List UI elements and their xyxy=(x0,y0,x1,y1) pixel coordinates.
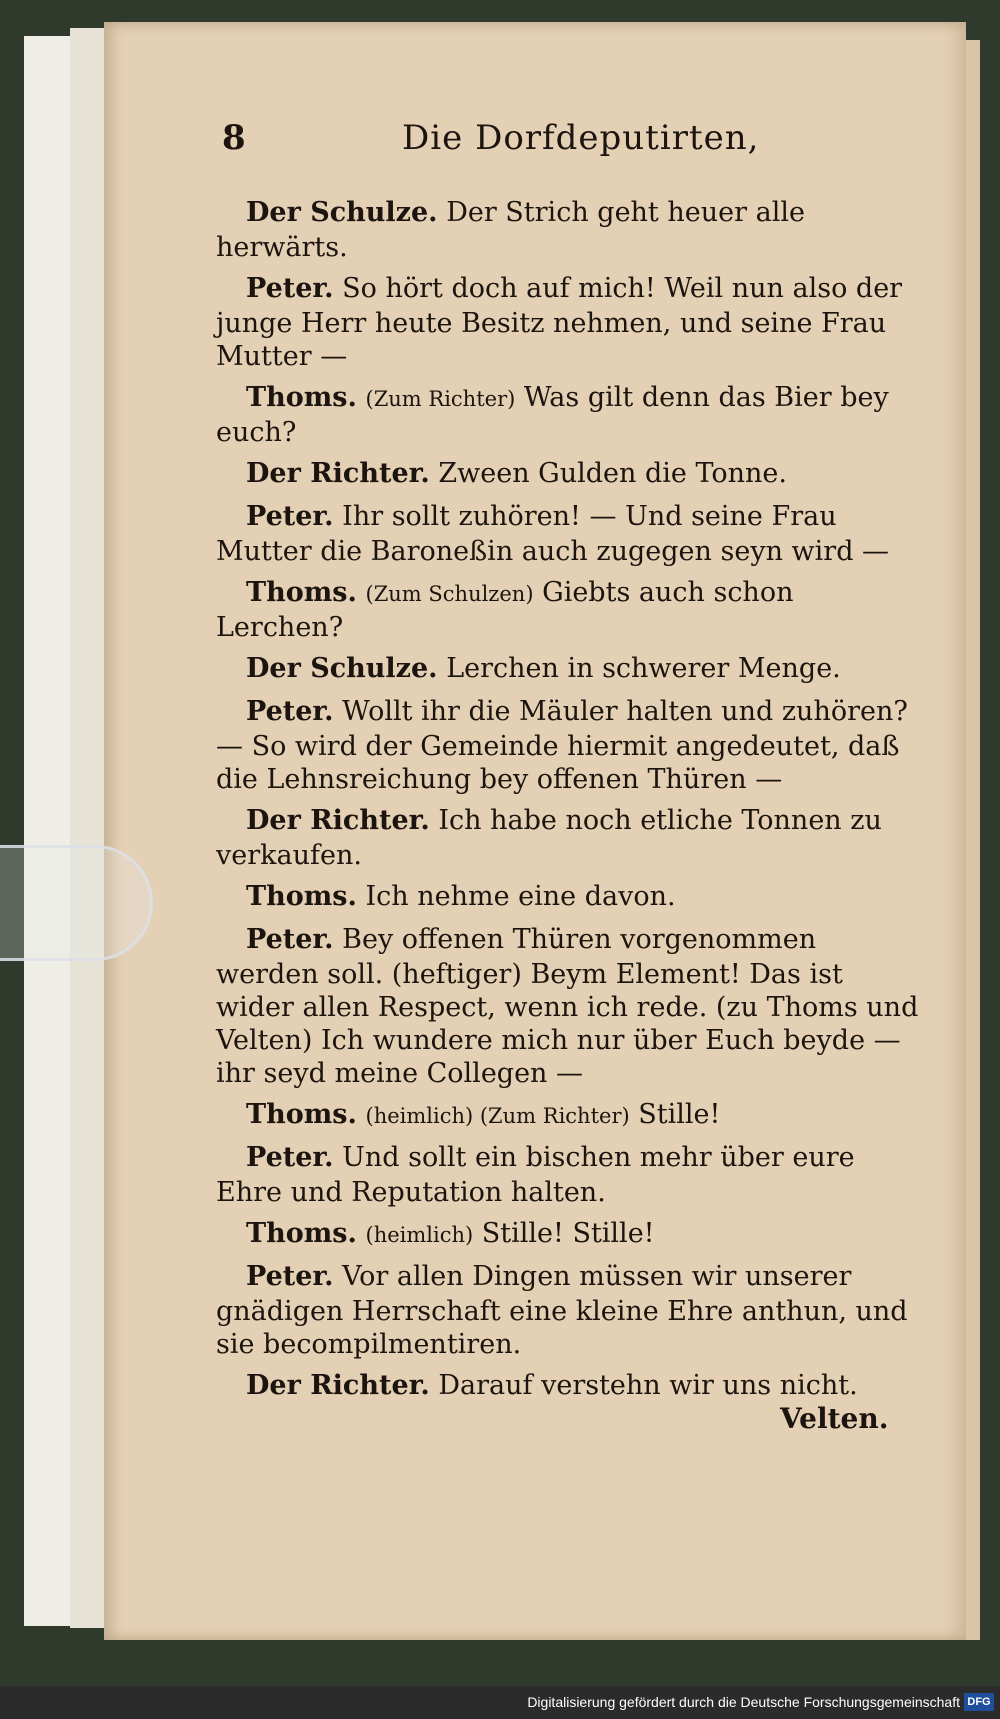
speaker-name: Peter. xyxy=(246,924,334,955)
dialogue-paragraph xyxy=(216,457,926,492)
speaker-name: Der Schulze. xyxy=(246,653,438,684)
speech-text: Ich nehme eine davon. xyxy=(365,881,676,912)
dialogue-paragraph xyxy=(216,196,926,264)
speech-text: Giebts auch schon Lerchen? xyxy=(216,577,794,643)
dialogue-paragraph xyxy=(216,652,926,687)
digitization-footer xyxy=(0,1686,1000,1719)
speech-text: Vor allen Dingen müssen wir unserer gnädigen Herrschaft eine kleine Ehre anthun, und sie becompilmentiren. xyxy=(216,1261,908,1360)
speaker-name: Peter. xyxy=(246,1142,334,1173)
page-number: 8 xyxy=(222,118,246,158)
dialogue-paragraph xyxy=(216,804,926,872)
speaker-name: Thoms. xyxy=(246,881,357,912)
dialogue-paragraph xyxy=(216,923,926,1090)
page-clip xyxy=(0,845,153,961)
speaker-name: Thoms. xyxy=(246,382,357,413)
speaker-name: Peter. xyxy=(246,273,334,304)
speech-text: Bey offenen Thüren vorgenommen werden soll. (heftiger) Beym Element! Das ist wider allen Respect, wenn ich rede. (zu Thoms und Velten) Ich wundere mich nur über Euch beyde — ihr seyd meine Collegen — xyxy=(216,924,919,1089)
stage-direction: (Zum Schulzen) xyxy=(365,582,534,606)
speaker-name: Thoms. xyxy=(246,1218,357,1249)
dialogue-paragraph xyxy=(216,1217,926,1252)
speech-text: Lerchen in schwerer Menge. xyxy=(446,653,841,684)
stage-direction: (Zum Richter) xyxy=(365,387,516,411)
speaker-name: Thoms. xyxy=(246,577,357,608)
speech-text: Stille! xyxy=(638,1099,721,1130)
speaker-name: Der Richter. xyxy=(246,1370,430,1401)
speaker-name: Peter. xyxy=(246,696,334,727)
dialogue-text xyxy=(216,196,926,1412)
speaker-name: Thoms. xyxy=(246,1099,357,1130)
dfg-logo-icon: DFG xyxy=(964,1693,994,1711)
dialogue-paragraph xyxy=(216,272,926,373)
speech-text: So hört doch auf mich! Weil nun also der junge Herr heute Besitz nehmen, und seine Frau Mutter — xyxy=(216,273,903,372)
dialogue-paragraph xyxy=(216,880,926,915)
dialogue-paragraph xyxy=(216,1369,926,1404)
speech-text: Und sollt ein bischen mehr über eure Ehre und Reputation halten. xyxy=(216,1142,855,1208)
speech-text: Darauf verstehn wir uns nicht. xyxy=(438,1370,858,1401)
dialogue-paragraph xyxy=(216,1260,926,1361)
speech-text: Ich habe noch etliche Tonnen zu verkaufen. xyxy=(216,805,882,871)
speaker-name: Der Schulze. xyxy=(246,197,438,228)
dialogue-paragraph xyxy=(216,381,926,449)
page-header xyxy=(222,118,942,178)
funding-credit: Digitalisierung gefördert durch die Deutsche Forschungsgemeinschaft xyxy=(527,1694,960,1710)
speaker-name: Peter. xyxy=(246,501,334,532)
dialogue-paragraph xyxy=(216,1141,926,1209)
dialogue-paragraph xyxy=(216,500,926,568)
dialogue-paragraph xyxy=(216,1098,926,1133)
speech-text: Was gilt denn das Bier bey euch? xyxy=(216,382,889,448)
speaker-name: Peter. xyxy=(246,1261,334,1292)
speech-text: Zween Gulden die Tonne. xyxy=(438,458,787,489)
catchword: Velten. xyxy=(780,1402,889,1435)
speech-text: Stille! Stille! xyxy=(481,1218,655,1249)
speaker-name: Der Richter. xyxy=(246,805,430,836)
speech-text: Der Strich geht heuer alle herwärts. xyxy=(216,197,805,263)
speaker-name: Der Richter. xyxy=(246,458,430,489)
dialogue-paragraph xyxy=(216,695,926,796)
dialogue-paragraph xyxy=(216,576,926,644)
speech-text: Wollt ihr die Mäuler halten und zuhören? — So wird der Gemeinde hiermit angedeutet, daß die Lehnsreichung bey offenen Thüren — xyxy=(216,696,908,795)
stage-direction: (heimlich) (Zum Richter) xyxy=(365,1104,630,1128)
running-title: Die Dorfdeputirten, xyxy=(402,118,760,158)
stage-direction: (heimlich) xyxy=(365,1223,474,1247)
speech-text: Ihr sollt zuhören! — Und seine Frau Mutter die Baroneßin auch zugegen seyn wird — xyxy=(216,501,890,567)
